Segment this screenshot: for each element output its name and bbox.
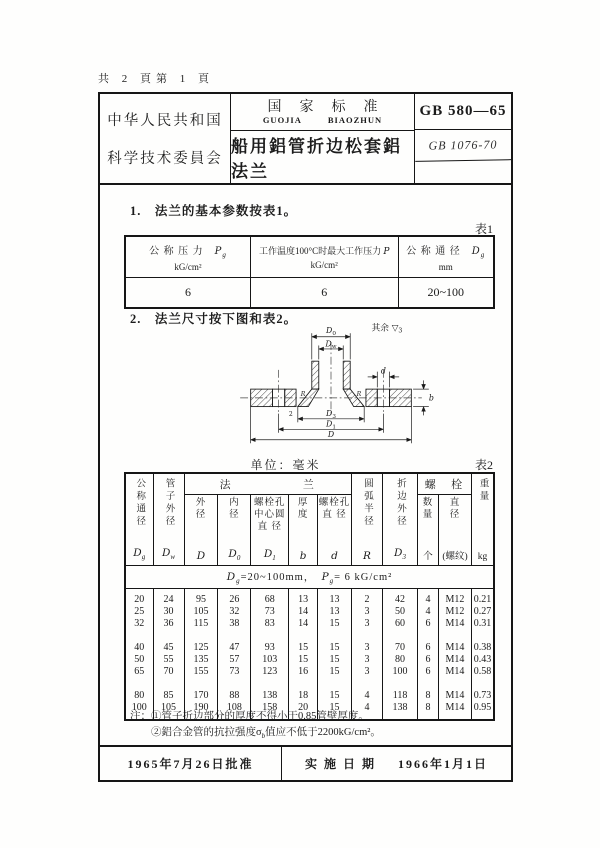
- table1-cell: 6: [125, 278, 250, 309]
- table2-cell: 15: [318, 678, 352, 702]
- table1-row: [125, 278, 494, 309]
- approval-footer: [98, 745, 513, 782]
- table2-cell: 15: [318, 618, 352, 630]
- table2-cell: 0.31: [471, 618, 494, 630]
- table2-cell: 4: [418, 589, 439, 607]
- table2-cell: 16: [289, 666, 318, 678]
- national-standard-caption: [231, 94, 414, 131]
- table2-cell: 15: [318, 654, 352, 666]
- table2-cell: 15: [289, 630, 318, 654]
- table2-cell: 25: [125, 606, 153, 618]
- national-standard-cn: 国家标准: [267, 99, 396, 115]
- table2-cell: 4: [352, 702, 383, 720]
- bolt-group-header: 螺 栓: [418, 473, 472, 495]
- col-pipe-od-header: 管子外径 $D_w$: [153, 473, 184, 566]
- col-weight-header: 重量 kg: [471, 473, 494, 566]
- table2-unit-note: 单位：毫米: [250, 458, 321, 472]
- table2-cell: 68: [251, 589, 289, 607]
- table2-cell: 95: [184, 589, 218, 607]
- section-2-heading: 2. 法兰尺寸按下图和表2。: [130, 312, 298, 326]
- col-bolt-dia-header: 直 径 (螺纹): [439, 495, 472, 566]
- table2-range-banner: $D_g=20\sim 100mm$， $P_g= 6$ kG/cm²: [125, 566, 494, 589]
- col-bolt-circle-header: 螺栓孔 中心圆 直 径 $D_1$: [251, 495, 289, 566]
- document-title: 船用鋁管折边松套鋁法兰: [231, 137, 402, 181]
- col-nominal-diameter-header: 公称通径 $D_g$: [125, 473, 153, 566]
- table2-label: 表2: [474, 458, 493, 472]
- table2-cell: 135: [184, 654, 218, 666]
- table2-cell: 85: [153, 678, 184, 702]
- table2-cell: 108: [218, 702, 251, 720]
- table2-cell: 50: [382, 606, 417, 618]
- table2-cell: 6: [418, 654, 439, 666]
- table2-cell: 36: [153, 618, 184, 630]
- page-count-note: 共 2 頁第 1 頁: [98, 73, 214, 85]
- table2-cell: 18: [289, 678, 318, 702]
- table2-cell: 0.58: [471, 666, 494, 678]
- table2-cell: 83: [251, 618, 289, 630]
- table2-cell: M14: [439, 666, 472, 678]
- table2-cell: 70: [382, 630, 417, 654]
- table2-cell: 24: [153, 589, 184, 607]
- table2-cell: M14: [439, 654, 472, 666]
- table2-cell: 125: [184, 630, 218, 654]
- table2-row: [125, 654, 494, 666]
- table2-row: [125, 666, 494, 678]
- svg-text:2: 2: [288, 411, 293, 419]
- table1-label: 表1: [474, 222, 493, 236]
- svg-text:R: R: [300, 391, 306, 399]
- table2-cell: 47: [218, 630, 251, 654]
- svg-text:D0: $D_0$: [326, 326, 336, 337]
- svg-text:D3: $D_3$: [326, 409, 336, 420]
- col-bolt-qty-header: 数 量 个: [418, 495, 439, 566]
- table1-basic-parameters: [124, 235, 495, 309]
- table2-cell: 73: [218, 666, 251, 678]
- approval-date: 1965年7月26日批准: [100, 747, 282, 780]
- table2-cell: 20: [125, 589, 153, 607]
- table1-col2-header: 工作温度100°C时最大工作压力 P kG/cm²: [250, 236, 398, 278]
- svg-text:D1: $D_1$: [326, 419, 336, 431]
- implementation-date-block: [282, 747, 511, 780]
- table2-cell: 14: [289, 606, 318, 618]
- table2-cell: 170: [184, 678, 218, 702]
- table2-row: [125, 618, 494, 630]
- standard-title-block: [231, 94, 415, 183]
- table2-cell: 6: [418, 618, 439, 630]
- table2-cell: 3: [352, 618, 383, 630]
- table2-cell: 70: [153, 666, 184, 678]
- table2-cell: 73: [251, 606, 289, 618]
- table2-cell: 15: [289, 654, 318, 666]
- table2-cell: 13: [289, 589, 318, 607]
- org-line1: 中华人民共和国: [107, 112, 223, 129]
- table2-cell: 0.95: [471, 702, 494, 720]
- table2-cell: 26: [218, 589, 251, 607]
- table2-cell: M14: [439, 630, 472, 654]
- standard-header-block: [98, 92, 513, 185]
- dimension-labels: [289, 326, 434, 439]
- table2-cell: 93: [251, 630, 289, 654]
- table2-cell: 0.27: [471, 606, 494, 618]
- note-line-2: ②鋁合金管的抗拉强度$\sigma_b$值应不低于2200kG/cm²。: [151, 727, 381, 741]
- table2-cell: 3: [352, 606, 383, 618]
- col-thickness-header: 厚 度 b: [289, 495, 318, 566]
- table2-cell: 155: [184, 666, 218, 678]
- table2-cell: 118: [382, 678, 417, 702]
- issuing-org: [100, 94, 231, 183]
- table2-cell: 100: [125, 702, 153, 720]
- table2-cell: 158: [251, 702, 289, 720]
- table2-cell: M12: [439, 589, 472, 607]
- dimension-lines: [251, 333, 429, 443]
- table2-cell: M12: [439, 606, 472, 618]
- table2-flange-dimensions: [124, 472, 495, 721]
- implementation-label: 实 施 日 期: [304, 757, 376, 771]
- svg-text:b: b: [428, 393, 434, 403]
- national-standard-pinyin: GUOJIA BIAOZHUN: [262, 114, 383, 125]
- surface-finish-note: 其余 $▽_3$: [371, 323, 403, 335]
- table2-cell: 103: [251, 654, 289, 666]
- table2-row: [125, 606, 494, 618]
- table2-cell: 50: [125, 654, 153, 666]
- table2-cell: M14: [439, 678, 472, 702]
- table2-cell: 4: [418, 606, 439, 618]
- table2-row: [125, 630, 494, 654]
- table2-cell: 38: [218, 618, 251, 630]
- table2-cell: 20: [289, 702, 318, 720]
- table2-cell: 45: [153, 630, 184, 654]
- table2-cell: 30: [153, 606, 184, 618]
- table2-cell: 4: [352, 678, 383, 702]
- table2-cell: 15: [318, 630, 352, 654]
- table2-cell: 3: [352, 666, 383, 678]
- table1-cell: 20~100: [398, 278, 494, 309]
- table2-cell: 60: [382, 618, 417, 630]
- handwritten-standard-number: GB 1076-70: [415, 129, 512, 162]
- col-fold-od-header: 折边外径 $D_3$: [382, 473, 417, 566]
- col-flange-od-header: 外 径 D: [184, 495, 218, 566]
- empty-cell: [415, 161, 511, 183]
- svg-text:D: D: [327, 430, 335, 440]
- svg-text:R: R: [356, 391, 362, 399]
- table2-cell: 65: [125, 666, 153, 678]
- table2-cell: 123: [251, 666, 289, 678]
- document-body: [98, 185, 513, 745]
- table2-cell: 0.73: [471, 678, 494, 702]
- table2-cell: 57: [218, 654, 251, 666]
- table2-cell: 105: [184, 606, 218, 618]
- table2-cell: 138: [251, 678, 289, 702]
- table2-cell: 42: [382, 589, 417, 607]
- table2-cell: 3: [352, 654, 383, 666]
- standard-number: GB 580—65: [415, 94, 511, 130]
- col-fillet-radius-header: 圆弧半径 R: [352, 473, 383, 566]
- table2-cell: 8: [418, 678, 439, 702]
- svg-text:Dw: $D_w$: [325, 339, 337, 351]
- table2-cell: 190: [184, 702, 218, 720]
- table2-cell: 55: [153, 654, 184, 666]
- table2-row: [125, 678, 494, 702]
- table2-cell: 0.43: [471, 654, 494, 666]
- table2-cell: 13: [318, 606, 352, 618]
- table2-cell: 15: [318, 702, 352, 720]
- table1-col3-header: 公 称 通 径 $D_g$ mm: [398, 236, 494, 278]
- standard-number-block: [415, 94, 511, 183]
- table2-cell: M14: [439, 618, 472, 630]
- flange-drawing: [200, 321, 462, 452]
- flange-group-header: 法 兰: [184, 473, 351, 495]
- table2-row: [125, 589, 494, 607]
- table2-cell: 100: [382, 666, 417, 678]
- col-flange-id-header: 内 径 $D_0$: [218, 495, 251, 566]
- table2-cell: 40: [125, 630, 153, 654]
- table2-cell: 105: [153, 702, 184, 720]
- table2-cell: 13: [318, 589, 352, 607]
- table2-cell: 138: [382, 702, 417, 720]
- note-line-1: 注：①管子折边部分的厚度不得小于0.85管壁厚度。: [130, 711, 369, 722]
- svg-text:d: d: [380, 366, 386, 376]
- org-line2: 科学技术委員会: [107, 151, 223, 168]
- table2-cell: 8: [418, 702, 439, 720]
- table2-cell: 2: [352, 589, 383, 607]
- table2-cell: 115: [184, 618, 218, 630]
- table2-cell: 32: [125, 618, 153, 630]
- table2-cell: 0.21: [471, 589, 494, 607]
- table2-cell: 80: [382, 654, 417, 666]
- table2-cell: 88: [218, 678, 251, 702]
- table2-cell: 6: [418, 630, 439, 654]
- table2-cell: 15: [318, 666, 352, 678]
- table2-cell: 80: [125, 678, 153, 702]
- table2-notes: [130, 709, 381, 744]
- implementation-date: 1966年1月1日: [398, 757, 489, 771]
- table2-cell: 32: [218, 606, 251, 618]
- col-bolt-hole-header: 螺栓孔 直 径 d: [318, 495, 352, 566]
- table2-cell: M14: [439, 702, 472, 720]
- table2-cell: 3: [352, 630, 383, 654]
- table1-cell: 6: [250, 278, 398, 309]
- table2-cell: 6: [418, 666, 439, 678]
- table2-cell: 14: [289, 618, 318, 630]
- section-1-heading: 1. 法兰的基本参数按表1。: [130, 204, 298, 218]
- table1-col1-header: 公 称 压 力 $P_g$ kG/cm²: [125, 236, 250, 278]
- table2-cell: 0.38: [471, 630, 494, 654]
